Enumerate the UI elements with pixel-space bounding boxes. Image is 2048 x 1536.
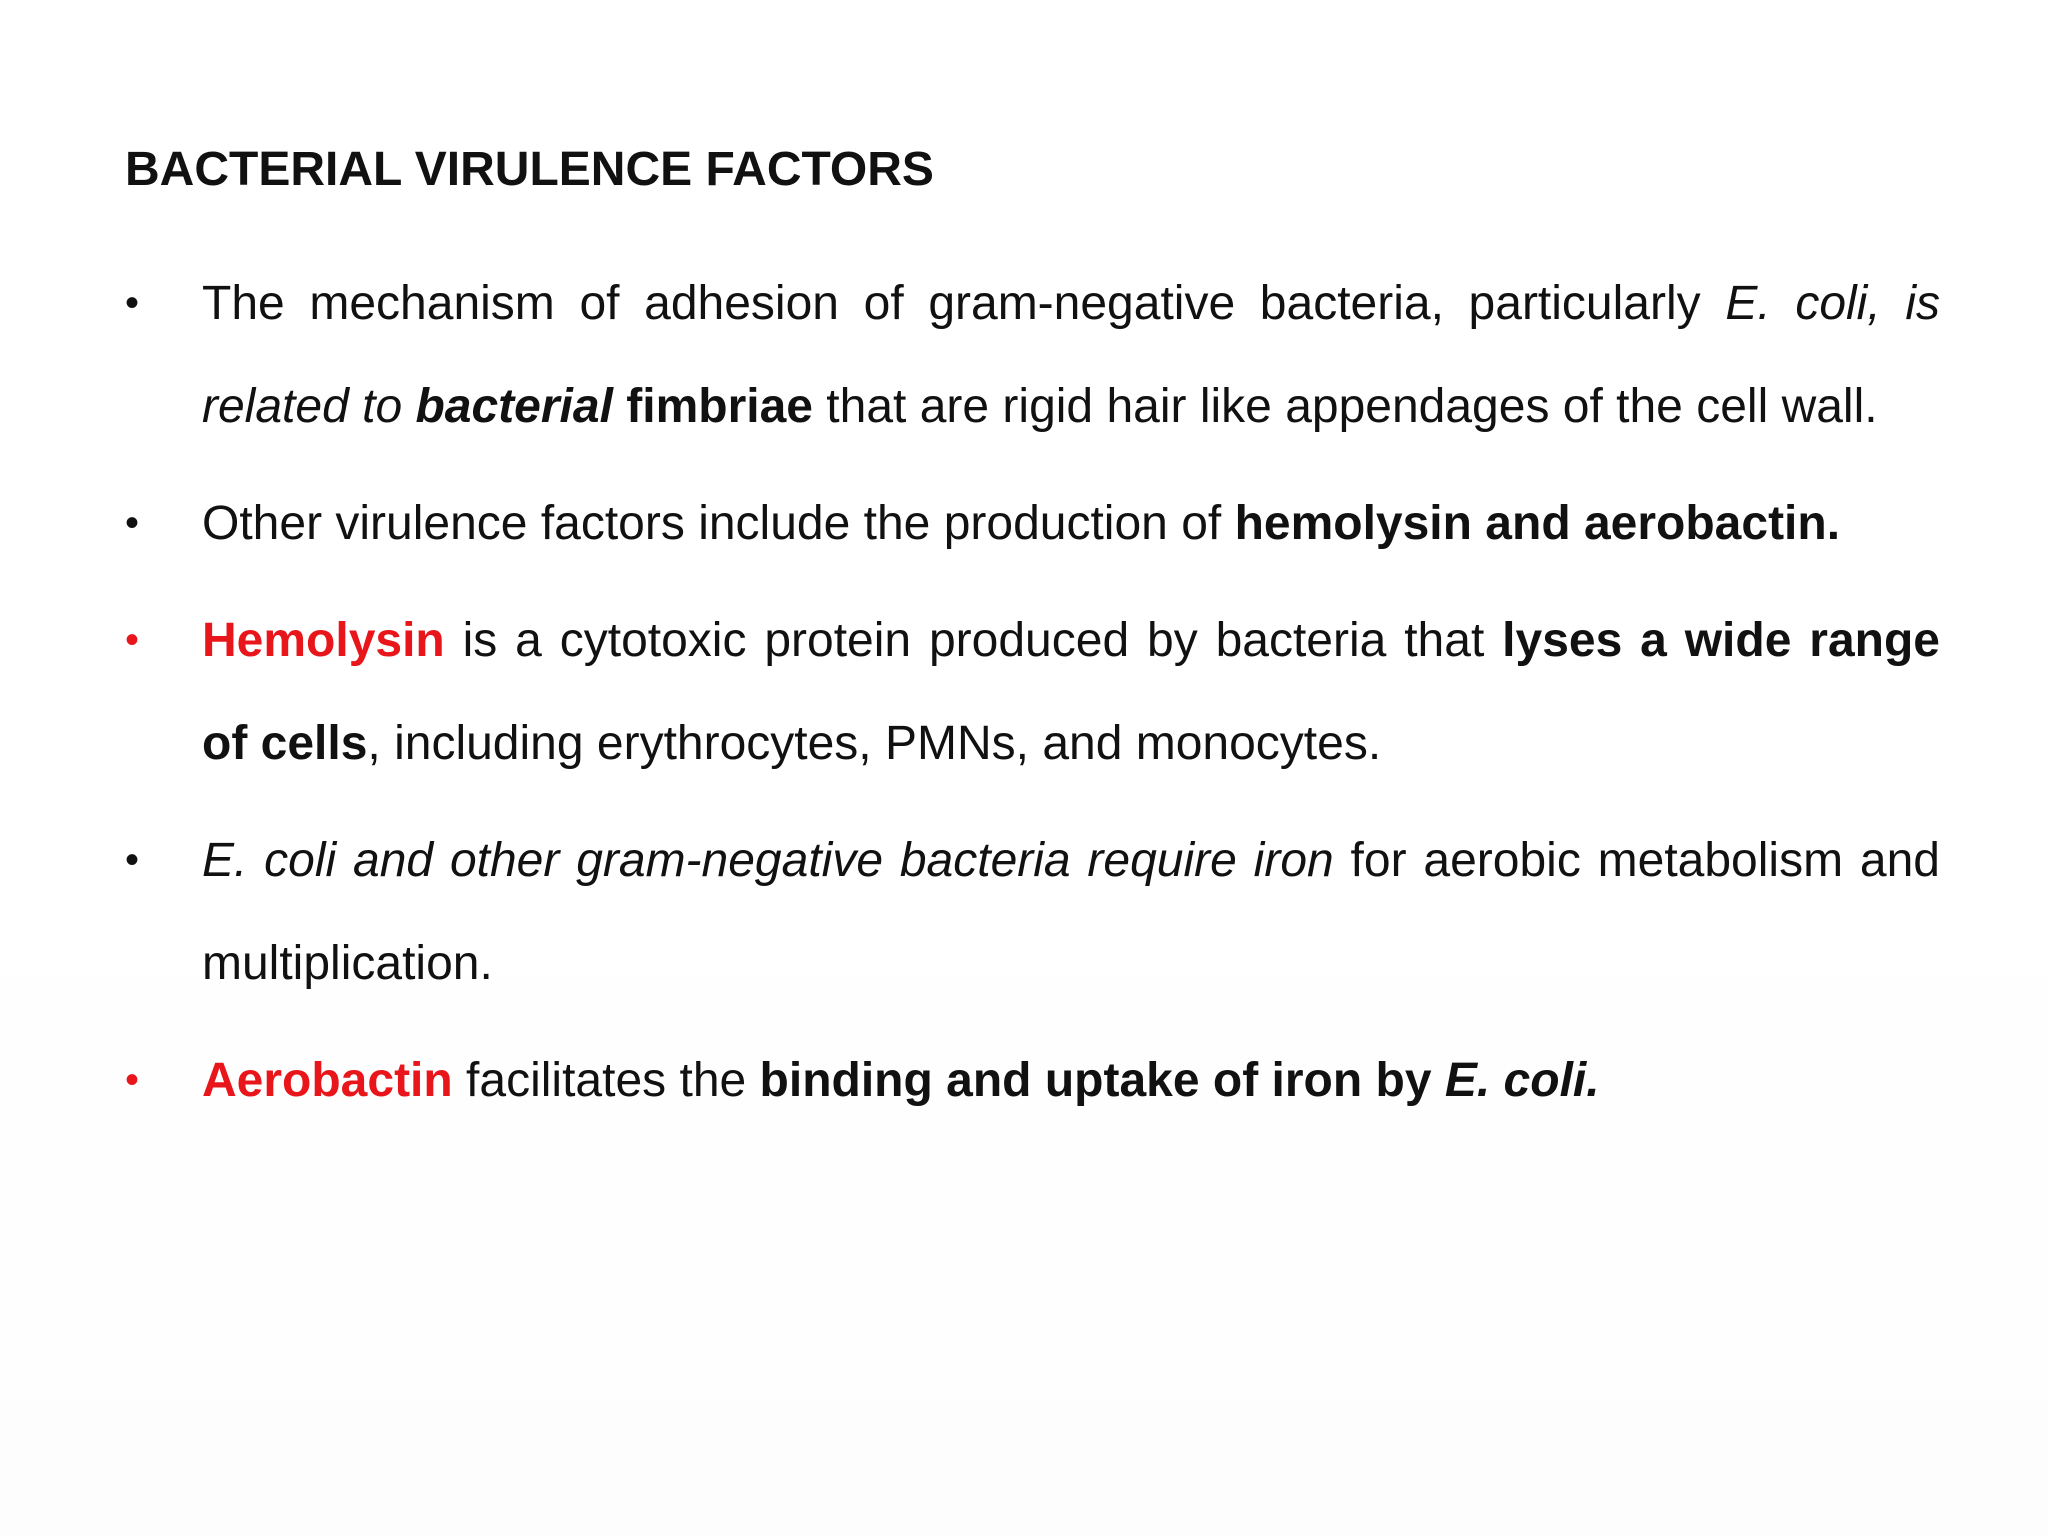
bullet-item-other-factors	[125, 472, 1940, 575]
bullet-item-aerobactin	[125, 1029, 1940, 1132]
italic-text: E. coli, is related to	[202, 277, 1941, 433]
bold-text: hemolysin and aerobactin.	[1234, 497, 1841, 550]
bullet-list	[125, 252, 1940, 1146]
bullet-item-adhesion	[125, 252, 1940, 458]
bullet-item-iron	[125, 809, 1940, 1015]
bullet-dot-icon: •	[125, 618, 140, 662]
bold-text: binding and uptake of iron by	[759, 1054, 1445, 1107]
bullet-text: for aerobic metabolism and multiplication.	[202, 834, 1940, 990]
bullet-text: , including erythrocytes, PMNs, and monocytes.	[367, 717, 1382, 770]
highlight-term: Hemolysin	[202, 614, 445, 667]
bullet-dot-icon: •	[125, 281, 140, 325]
bold-text: fimbriae	[612, 380, 813, 433]
bold-italic-text: E. coli.	[1444, 1054, 1600, 1107]
bullet-text: The mechanism of adhesion of gram-negative bacteria, particularly	[202, 277, 1726, 330]
bold-italic-text: bacterial	[415, 380, 613, 433]
highlight-term: Aerobactin	[202, 1054, 453, 1107]
bullet-dot-icon: •	[125, 501, 140, 545]
bullet-text: Other virulence factors include the production of	[202, 497, 1235, 550]
bullet-text: facilitates the	[452, 1054, 760, 1107]
bullet-item-hemolysin	[125, 589, 1940, 795]
bullet-text: is a cytotoxic protein produced by bacteria that	[444, 614, 1503, 667]
bullet-text: that are rigid hair like appendages of the cell wall.	[812, 380, 1878, 433]
bullet-dot-icon: •	[125, 838, 140, 882]
italic-text: E. coli and other gram-negative bacteria require iron	[202, 834, 1334, 887]
bullet-dot-icon: •	[125, 1058, 140, 1102]
bold-text: lyses a wide range of cells	[202, 614, 1940, 770]
slide-title: BACTERIAL VIRULENCE FACTORS	[125, 143, 934, 196]
